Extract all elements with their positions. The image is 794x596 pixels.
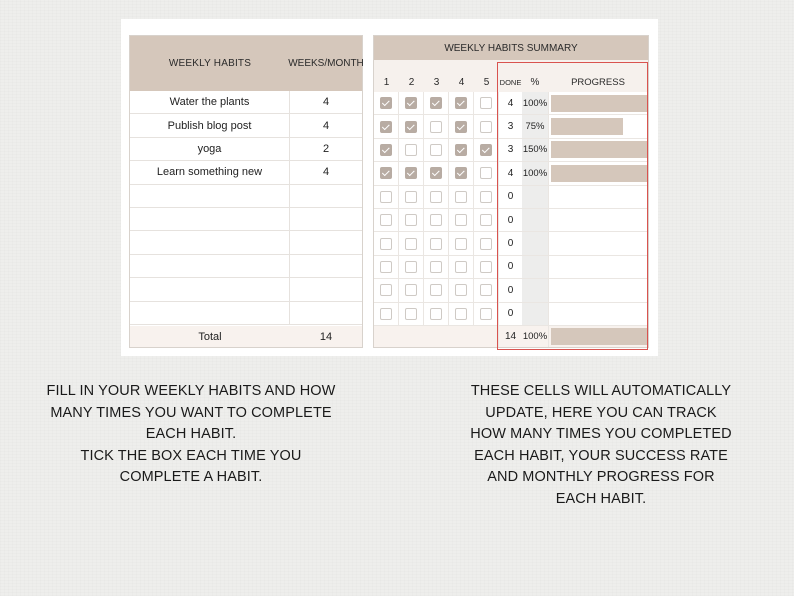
summary-row (374, 92, 648, 115)
done-count: 4 (499, 92, 522, 114)
habit-checkbox[interactable] (430, 97, 442, 109)
week-1-cell (374, 92, 399, 114)
week-4-cell (449, 162, 474, 184)
success-percent (522, 209, 548, 231)
summary-rows (374, 92, 648, 326)
habit-name-cell[interactable]: Learn something new (130, 161, 290, 183)
summary-total-row (374, 326, 648, 347)
success-percent (522, 279, 548, 301)
habit-checkbox[interactable] (430, 191, 442, 203)
left-instruction-caption (40, 381, 342, 489)
week-1-cell (374, 186, 399, 208)
habit-checkbox[interactable] (430, 238, 442, 250)
habit-checkbox[interactable] (430, 144, 442, 156)
progress-bar (551, 118, 623, 135)
week-2-cell (399, 232, 424, 254)
habit-checkbox[interactable] (455, 191, 467, 203)
habit-checkbox[interactable] (405, 167, 417, 179)
habit-name-cell[interactable]: yoga (130, 138, 290, 160)
habit-checkbox[interactable] (480, 191, 492, 203)
total-progress-bar (551, 328, 647, 345)
habit-times-cell[interactable]: 2 (322, 142, 330, 155)
habit-checkbox[interactable] (380, 191, 392, 203)
week-5-cell (474, 92, 499, 114)
habit-checkbox[interactable] (405, 308, 417, 320)
week-2-cell (399, 209, 424, 231)
habit-row (130, 278, 362, 301)
success-percent: 100% (522, 92, 548, 114)
done-count: 0 (499, 209, 522, 231)
habit-name-cell[interactable] (130, 255, 290, 277)
success-percent (522, 256, 548, 278)
summary-row (374, 186, 648, 209)
habit-checkbox[interactable] (480, 308, 492, 320)
week-5-cell (474, 186, 499, 208)
habit-checkbox[interactable] (455, 238, 467, 250)
caption-line: HOW MANY TIMES YOU COMPLETED (470, 426, 732, 442)
week-1-cell (374, 279, 399, 301)
col-done: DONE (499, 77, 522, 87)
progress-cell (548, 232, 648, 254)
progress-bar (551, 141, 647, 158)
summary-row (374, 256, 648, 279)
summary-title: WEEKLY HABITS SUMMARY (374, 36, 648, 60)
habit-checkbox[interactable] (380, 261, 392, 273)
done-count: 0 (499, 232, 522, 254)
habit-row (130, 208, 362, 231)
summary-row (374, 115, 648, 138)
header-weekly-habits: WEEKLY HABITS (168, 58, 252, 69)
habit-checkbox[interactable] (430, 261, 442, 273)
week-4-cell (449, 303, 474, 325)
week-5-cell (474, 139, 499, 161)
week-1-cell (374, 303, 399, 325)
habit-checkbox[interactable] (380, 238, 392, 250)
weekly-habits-rows (130, 91, 362, 325)
caption-line: EACH HABIT, YOUR SUCCESS RATE (474, 447, 728, 464)
habit-row (130, 255, 362, 278)
progress-cell (548, 209, 648, 231)
habit-checkbox[interactable] (430, 167, 442, 179)
caption-line: TICK THE BOX EACH TIME YOU (80, 447, 302, 464)
habit-name-cell[interactable]: Water the plants (130, 91, 290, 113)
summary-column-headers (374, 60, 648, 92)
done-count: 4 (499, 162, 522, 184)
week-4-cell (449, 186, 474, 208)
week-3-cell (424, 186, 449, 208)
habit-checkbox[interactable] (380, 214, 392, 226)
success-percent: 100% (522, 162, 548, 184)
week-1-cell (374, 139, 399, 161)
habit-checkbox[interactable] (480, 261, 492, 273)
progress-cell (548, 279, 648, 301)
caption-line: AND MONTHLY PROGRESS FOR (487, 469, 715, 485)
col-progress: PROGRESS (571, 76, 625, 88)
col-week-1: 1 (383, 76, 390, 88)
right-instruction-caption (455, 381, 747, 510)
done-count: 0 (499, 186, 522, 208)
week-1-cell (374, 162, 399, 184)
total-done-value: 14 (504, 331, 517, 342)
habit-row (130, 231, 362, 254)
habit-checkbox[interactable] (455, 97, 467, 109)
week-4-cell (449, 92, 474, 114)
habit-checkbox[interactable] (455, 121, 467, 133)
habit-checkbox[interactable] (405, 261, 417, 273)
done-count: 0 (499, 303, 522, 325)
habit-row (130, 161, 362, 184)
caption-line: UPDATE, HERE YOU CAN TRACK (485, 404, 717, 421)
done-count: 0 (499, 256, 522, 278)
habit-checkbox[interactable] (480, 144, 492, 156)
caption-line: FILL IN YOUR WEEKLY HABITS AND HOW (46, 383, 336, 399)
habit-checkbox[interactable] (430, 214, 442, 226)
habit-checkbox[interactable] (480, 167, 492, 179)
summary-row (374, 162, 648, 185)
week-2-cell (399, 139, 424, 161)
habit-checkbox[interactable] (430, 284, 442, 296)
caption-line: COMPLETE A HABIT. (119, 469, 263, 485)
done-count: 0 (499, 279, 522, 301)
summary-row (374, 139, 648, 162)
week-4-cell (449, 115, 474, 137)
habit-row (130, 91, 362, 114)
habit-checkbox[interactable] (405, 191, 417, 203)
week-4-cell (449, 139, 474, 161)
weekly-habits-header (130, 36, 362, 91)
week-2-cell (399, 303, 424, 325)
progress-bar (551, 95, 647, 112)
progress-cell (548, 303, 648, 325)
habit-checkbox[interactable] (405, 121, 417, 133)
caption-line: EACH HABIT. (555, 490, 647, 507)
week-4-cell (449, 256, 474, 278)
total-label: Total (198, 330, 222, 343)
habit-row (130, 185, 362, 208)
col-week-2: 2 (408, 76, 415, 88)
progress-cell (548, 92, 648, 114)
week-1-cell (374, 209, 399, 231)
weekly-habits-table (129, 35, 363, 348)
success-percent (522, 303, 548, 325)
week-5-cell (474, 303, 499, 325)
week-3-cell (424, 256, 449, 278)
week-2-cell (399, 186, 424, 208)
habit-checkbox[interactable] (430, 308, 442, 320)
week-5-cell (474, 162, 499, 184)
habit-checkbox[interactable] (455, 308, 467, 320)
week-3-cell (424, 209, 449, 231)
summary-row (374, 209, 648, 232)
habit-checkbox[interactable] (405, 144, 417, 156)
habit-checkbox[interactable] (480, 238, 492, 250)
week-1-cell (374, 256, 399, 278)
total-progress-cell (548, 326, 648, 347)
habit-checkbox[interactable] (405, 97, 417, 109)
habit-checkbox[interactable] (380, 284, 392, 296)
success-percent (522, 232, 548, 254)
habit-times-cell[interactable] (290, 208, 362, 230)
progress-cell (548, 162, 648, 184)
week-5-cell (474, 209, 499, 231)
habit-times-cell[interactable] (290, 255, 362, 277)
success-percent (522, 186, 548, 208)
week-5-cell (474, 232, 499, 254)
habit-times-cell[interactable]: 4 (322, 119, 330, 132)
total-times-value: 14 (319, 330, 333, 343)
progress-cell (548, 256, 648, 278)
habit-row (130, 138, 362, 161)
habit-checkbox[interactable] (380, 167, 392, 179)
progress-cell (548, 186, 648, 208)
weekly-habits-total-row (130, 326, 362, 347)
habit-checkbox[interactable] (380, 308, 392, 320)
habit-checkbox[interactable] (455, 284, 467, 296)
week-2-cell (399, 256, 424, 278)
progress-cell (548, 139, 648, 161)
week-1-cell (374, 115, 399, 137)
habit-name-cell[interactable] (130, 185, 290, 207)
habit-times-cell[interactable] (290, 231, 362, 253)
progress-bar (551, 165, 647, 182)
habit-checkbox[interactable] (455, 261, 467, 273)
habit-name-cell[interactable] (130, 208, 290, 230)
week-3-cell (424, 303, 449, 325)
habit-checkbox[interactable] (480, 284, 492, 296)
col-week-5: 5 (483, 76, 490, 88)
habit-times-cell[interactable] (290, 185, 362, 207)
caption-line: MANY TIMES YOU WANT TO COMPLETE (50, 404, 332, 421)
week-2-cell (399, 279, 424, 301)
habit-checkbox[interactable] (455, 167, 467, 179)
week-4-cell (449, 209, 474, 231)
habit-times-cell[interactable] (290, 278, 362, 300)
habit-row (130, 302, 362, 325)
habit-checkbox[interactable] (405, 214, 417, 226)
progress-cell (548, 115, 648, 137)
success-percent: 150% (522, 139, 548, 161)
caption-line: THESE CELLS WILL AUTOMATICALLY (470, 383, 732, 399)
week-3-cell (424, 139, 449, 161)
week-3-cell (424, 115, 449, 137)
habit-name-cell[interactable]: Publish blog post (130, 114, 290, 136)
habit-checkbox[interactable] (405, 284, 417, 296)
habit-checkbox[interactable] (480, 214, 492, 226)
week-3-cell (424, 162, 449, 184)
week-4-cell (449, 279, 474, 301)
week-5-cell (474, 279, 499, 301)
week-2-cell (399, 115, 424, 137)
success-percent: 75% (522, 115, 548, 137)
habit-times-cell[interactable] (290, 302, 362, 324)
habit-name-cell[interactable] (130, 231, 290, 253)
habit-checkbox[interactable] (380, 121, 392, 133)
week-1-cell (374, 232, 399, 254)
habit-checkbox[interactable] (405, 238, 417, 250)
done-count: 3 (499, 115, 522, 137)
week-2-cell (399, 92, 424, 114)
habit-checkbox[interactable] (380, 144, 392, 156)
habit-name-cell[interactable] (130, 302, 290, 324)
summary-row (374, 303, 648, 326)
habit-checkbox[interactable] (380, 97, 392, 109)
habit-checkbox[interactable] (480, 121, 492, 133)
habit-checkbox[interactable] (480, 97, 492, 109)
habit-checkbox[interactable] (430, 121, 442, 133)
week-4-cell (449, 232, 474, 254)
habit-checkbox[interactable] (455, 214, 467, 226)
summary-row (374, 232, 648, 255)
week-2-cell (399, 162, 424, 184)
habit-tracker-sheet (121, 19, 658, 356)
habit-row (130, 114, 362, 137)
habit-checkbox[interactable] (455, 144, 467, 156)
summary-row (374, 279, 648, 302)
total-spacer (374, 326, 499, 347)
week-5-cell (474, 115, 499, 137)
header-weeks-month: WEEKS/MONTH (288, 58, 364, 69)
col-week-3: 3 (433, 76, 440, 88)
habit-times-cell[interactable]: 4 (322, 166, 330, 179)
week-3-cell (424, 232, 449, 254)
weekly-habits-summary-table (373, 35, 649, 348)
habit-times-cell[interactable]: 4 (322, 96, 330, 109)
week-5-cell (474, 256, 499, 278)
col-percent: % (530, 76, 540, 88)
week-3-cell (424, 92, 449, 114)
col-week-4: 4 (458, 76, 465, 88)
done-count: 3 (499, 139, 522, 161)
total-percent-value: 100% (522, 331, 548, 342)
habit-name-cell[interactable] (130, 278, 290, 300)
week-3-cell (424, 279, 449, 301)
caption-line: EACH HABIT. (145, 426, 237, 442)
